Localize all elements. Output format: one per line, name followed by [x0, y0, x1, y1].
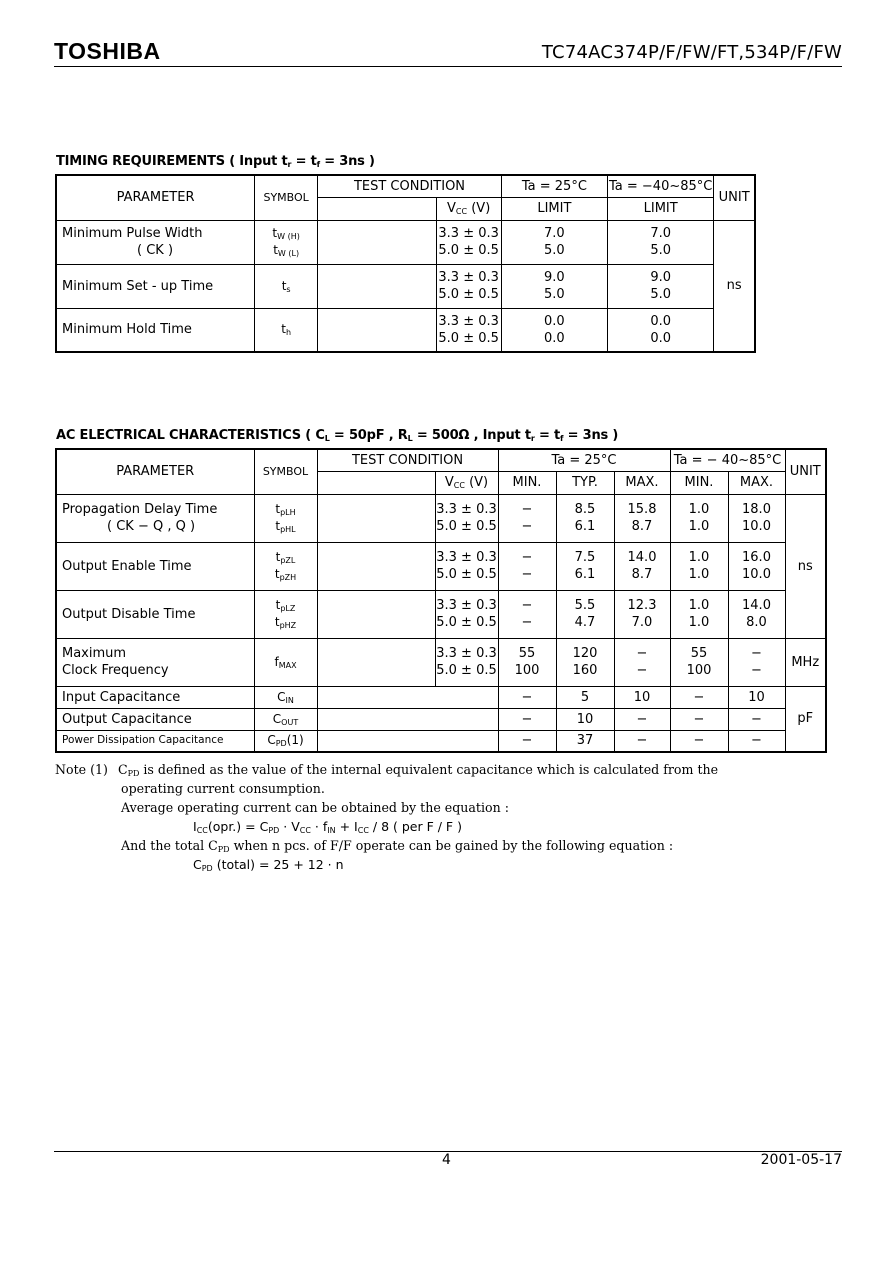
note-line-2: operating current consumption. — [121, 781, 325, 796]
max-range-cell: 16.0 10.0 — [728, 542, 785, 590]
param-cell: Maximum Clock Frequency — [56, 638, 254, 686]
th-parameter: PARAMETER — [56, 449, 254, 494]
th-min-range: MIN. — [670, 471, 728, 494]
param-cell: Power Dissipation Capacitance — [56, 730, 254, 752]
condition-cell — [317, 638, 435, 686]
th-vcc: $V_{CC}$ (V) — [435, 471, 498, 494]
typ-cell: 5 — [556, 686, 614, 708]
part-number: TC74AC374P/F/FW/FT,534P/F/FW — [541, 42, 842, 63]
th-ta25: Ta = 25°C — [498, 449, 670, 471]
th-symbol: SYMBOL — [254, 449, 317, 494]
min-cell: − — [498, 730, 556, 752]
typ-cell: 10 — [556, 708, 614, 730]
table-row — [56, 264, 755, 308]
min-range-cell: − — [670, 686, 728, 708]
th-limit-range: LIMIT — [608, 197, 714, 220]
min-cell: − — [498, 686, 556, 708]
condition-cell — [317, 494, 435, 542]
limit-25-cell: 7.0 5.0 — [501, 220, 607, 264]
table-row — [56, 686, 826, 708]
note-line-3: Average operating current can be obtained by the equation : — [121, 800, 509, 815]
note-formula-1: $I_{CC}(opr.) = C_{PD} \cdot V_{CC} \cdot f_{IN} + I_{CC} / 8$ ( per F / F ) — [193, 819, 462, 835]
param-cell: Minimum Pulse Width ( CK ) — [56, 220, 255, 264]
unit-cell: ns — [714, 220, 755, 352]
th-blank — [317, 471, 435, 494]
max-cell: 12.3 7.0 — [614, 590, 670, 638]
typ-cell: 5.5 4.7 — [556, 590, 614, 638]
header-rule — [54, 66, 842, 67]
min-cell: − − — [498, 590, 556, 638]
vcc-cell: 3.3 ± 0.3 5.0 ± 0.5 — [436, 264, 501, 308]
max-cell: 15.8 8.7 — [614, 494, 670, 542]
param-cell: Output Capacitance — [56, 708, 254, 730]
limit-range-cell: 7.0 5.0 — [608, 220, 714, 264]
unit-cell: pF — [785, 686, 826, 752]
condition-cell — [318, 264, 436, 308]
max-range-cell: 18.0 10.0 — [728, 494, 785, 542]
note-formula-2: $C_{PD}$ (total) = 25 + 12 · n — [193, 857, 344, 873]
limit-range-cell: 0.0 0.0 — [608, 308, 714, 352]
unit-cell: MHz — [785, 638, 826, 686]
limit-25-cell: 9.0 5.0 — [501, 264, 607, 308]
symbol-cell: $C_{IN}$ — [254, 686, 317, 708]
th-unit: UNIT — [714, 175, 755, 220]
timing-title: TIMING REQUIREMENTS ( Input $t_r = t_f = 3ns$ ) — [56, 154, 375, 169]
min-range-cell: 1.0 1.0 — [670, 590, 728, 638]
th-min: MIN. — [498, 471, 556, 494]
table-row — [56, 308, 755, 352]
vcc-cell: 3.3 ± 0.3 5.0 ± 0.5 — [435, 494, 498, 542]
timing-table — [55, 174, 756, 353]
min-range-cell: − — [670, 730, 728, 752]
condition-cell — [317, 730, 498, 752]
document-date: 2001-05-17 — [760, 1152, 842, 1168]
note-line-5: And the total $C_{PD}$ when n pcs. of F/F operate can be gained by the following equation : — [121, 838, 674, 854]
limit-25-cell: 0.0 0.0 — [501, 308, 607, 352]
table-row — [56, 494, 826, 542]
limit-range-cell: 9.0 5.0 — [608, 264, 714, 308]
th-ta-range: Ta = − 40~85°C — [670, 449, 785, 471]
th-unit: UNIT — [785, 449, 826, 494]
table-row — [56, 220, 755, 264]
max-range-cell: 10 — [728, 686, 785, 708]
th-symbol: SYMBOL — [255, 175, 318, 220]
brand-logo: TOSHIBA — [54, 38, 161, 64]
condition-cell — [317, 708, 498, 730]
notes — [55, 760, 718, 874]
th-max: MAX. — [614, 471, 670, 494]
min-range-cell: 1.0 1.0 — [670, 494, 728, 542]
param-cell: Minimum Set - up Time — [56, 264, 255, 308]
param-cell: Output Enable Time — [56, 542, 254, 590]
vcc-cell: 3.3 ± 0.3 5.0 ± 0.5 — [435, 590, 498, 638]
typ-cell: 8.5 6.1 — [556, 494, 614, 542]
condition-cell — [317, 590, 435, 638]
th-ta-range: Ta = −40~85°C — [608, 175, 714, 197]
min-cell: − − — [498, 542, 556, 590]
symbol-cell: $t_{pLZ}$ $t_{pHZ}$ — [254, 590, 317, 638]
max-range-cell: 14.0 8.0 — [728, 590, 785, 638]
symbol-cell: $C_{OUT}$ — [254, 708, 317, 730]
max-cell: − — [614, 730, 670, 752]
vcc-cell: 3.3 ± 0.3 5.0 ± 0.5 — [435, 542, 498, 590]
param-cell: Propagation Delay Time ( CK − Q , Q ) — [56, 494, 254, 542]
th-test-condition: TEST CONDITION — [318, 175, 502, 197]
unit-cell: ns — [785, 494, 826, 638]
min-range-cell: 1.0 1.0 — [670, 542, 728, 590]
th-ta25: Ta = 25°C — [501, 175, 607, 197]
typ-cell: 37 — [556, 730, 614, 752]
symbol-cell: $t_{W (H)}$ $t_{W (L)}$ — [255, 220, 318, 264]
symbol-cell: $f_{MAX}$ — [254, 638, 317, 686]
table-row — [56, 590, 826, 638]
page-number: 4 — [442, 1152, 451, 1168]
symbol-cell: $t_{pZL}$ $t_{pZH}$ — [254, 542, 317, 590]
th-parameter: PARAMETER — [56, 175, 255, 220]
th-test-condition: TEST CONDITION — [317, 449, 498, 471]
min-range-cell: − — [670, 708, 728, 730]
symbol-cell: $t_h$ — [255, 308, 318, 352]
max-range-cell: − — [728, 730, 785, 752]
typ-cell: 7.5 6.1 — [556, 542, 614, 590]
max-cell: − — [614, 708, 670, 730]
typ-cell: 120 160 — [556, 638, 614, 686]
min-range-cell: 55 100 — [670, 638, 728, 686]
note-line-1: Note (1) $C_{PD}$ is defined as the value of the internal equivalent capacitance which is calculated from the — [55, 762, 719, 778]
param-cell: Output Disable Time — [56, 590, 254, 638]
param-cell: Minimum Hold Time — [56, 308, 255, 352]
th-vcc: $V_{CC}$ (V) — [436, 197, 501, 220]
th-limit-25: LIMIT — [501, 197, 607, 220]
th-max-range: MAX. — [728, 471, 785, 494]
th-typ: TYP. — [556, 471, 614, 494]
condition-cell — [318, 308, 436, 352]
symbol-cell: $t_{pLH}$ $t_{pHL}$ — [254, 494, 317, 542]
symbol-cell: $C_{PD}(1)$ — [254, 730, 317, 752]
table-row — [56, 638, 826, 686]
ac-table — [55, 448, 827, 753]
ac-title: AC ELECTRICAL CHARACTERISTICS ( $C_L = 50pF$ , $R_L = 500\Omega$ , Input $t_r = t_f = 3ns$ ) — [56, 428, 619, 443]
max-cell: − − — [614, 638, 670, 686]
max-cell: 14.0 8.7 — [614, 542, 670, 590]
vcc-cell: 3.3 ± 0.3 5.0 ± 0.5 — [436, 220, 501, 264]
vcc-cell: 3.3 ± 0.3 5.0 ± 0.5 — [436, 308, 501, 352]
condition-cell — [317, 542, 435, 590]
th-blank — [318, 197, 436, 220]
min-cell: − — [498, 708, 556, 730]
max-cell: 10 — [614, 686, 670, 708]
max-range-cell: − − — [728, 638, 785, 686]
min-cell: 55 100 — [498, 638, 556, 686]
table-row — [56, 708, 826, 730]
vcc-cell: 3.3 ± 0.3 5.0 ± 0.5 — [435, 638, 498, 686]
param-cell: Input Capacitance — [56, 686, 254, 708]
max-range-cell: − — [728, 708, 785, 730]
table-row — [56, 542, 826, 590]
table-row — [56, 730, 826, 752]
condition-cell — [317, 686, 498, 708]
condition-cell — [318, 220, 436, 264]
symbol-cell: $t_s$ — [255, 264, 318, 308]
min-cell: − − — [498, 494, 556, 542]
